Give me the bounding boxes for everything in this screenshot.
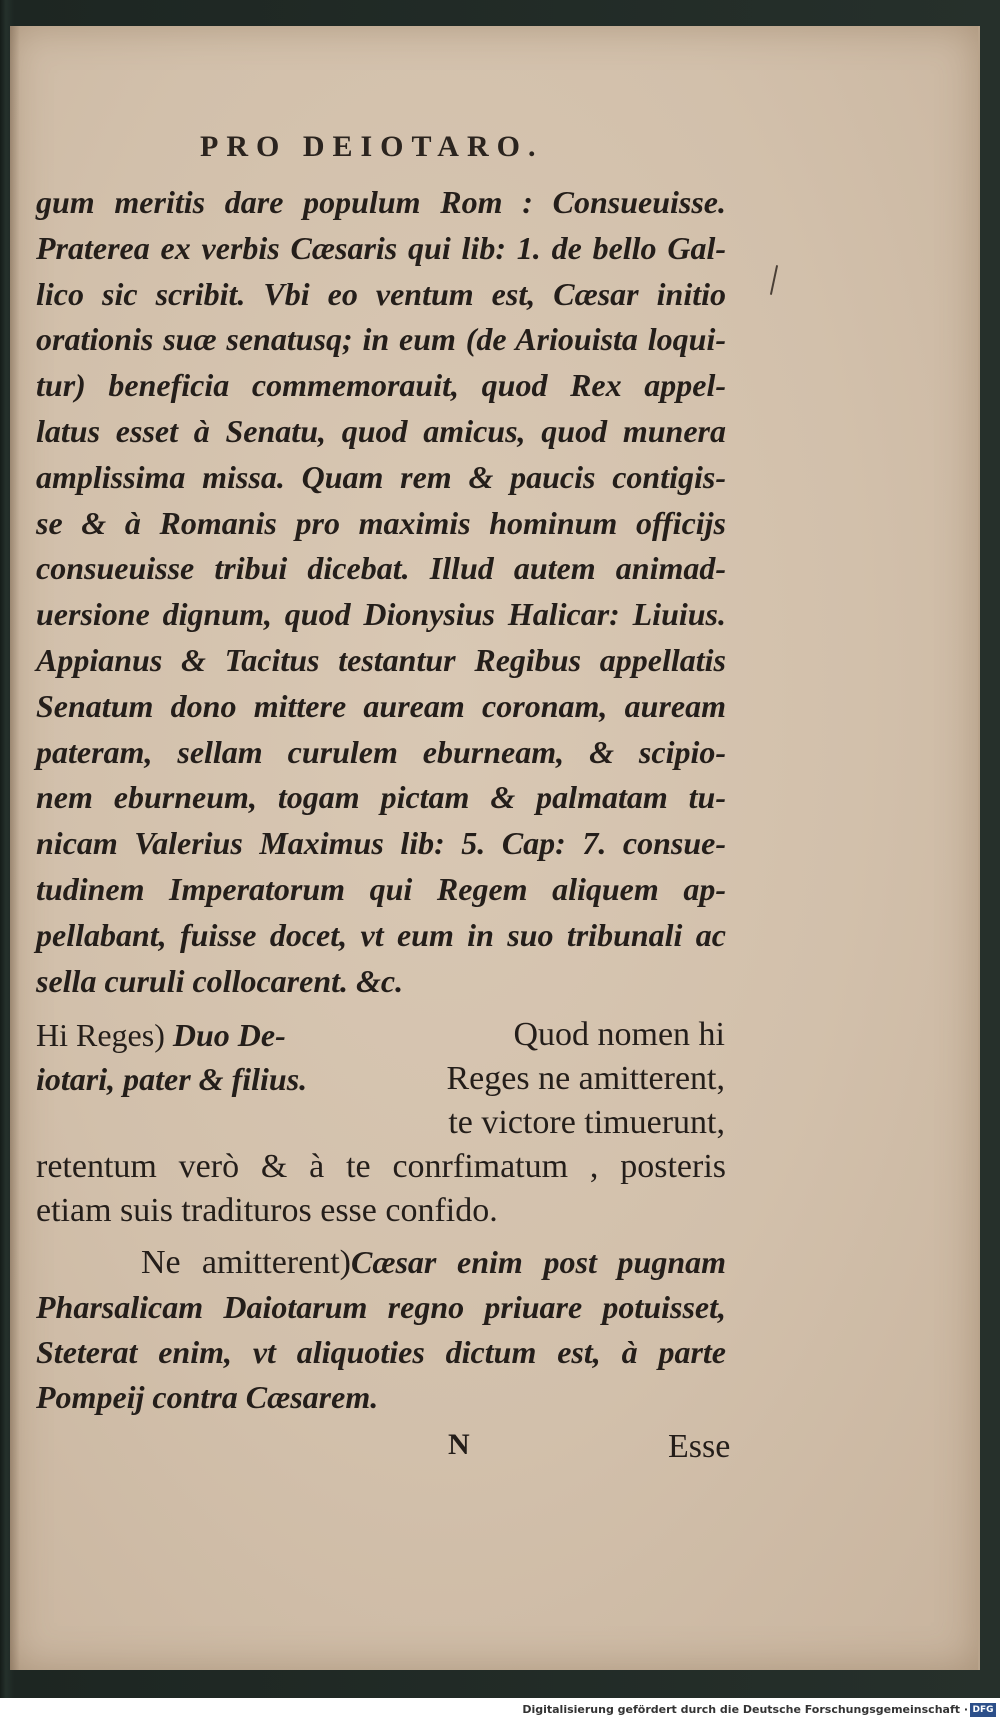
commentary-line: tur) beneficia commemorauit, quod Rex appel- xyxy=(36,367,726,404)
commentary-line: pellabant, fuisse docet, vt eum in suo tribunali ac xyxy=(36,916,726,953)
lemma-note-line: Pompeij contra Cæsarem. xyxy=(36,1379,379,1415)
commentary-line: nem eburneum, togam pictam & palmatam tu- xyxy=(36,779,726,816)
commentary-line: pateram, sellam curulem eburneam, & scipio- xyxy=(36,733,726,770)
commentary-line: uersione dignum, quod Dionysius Halicar: Liuius. xyxy=(36,596,726,633)
commentary-line: sella curuli collocarent. &c. xyxy=(36,962,404,999)
running-head: PRO DEIOTARO. xyxy=(200,130,544,163)
oration-text-line: Reges ne amitterent, xyxy=(446,1060,725,1097)
lemma-note-ne-amitterent xyxy=(36,1240,726,1420)
commentary-line: gum meritis dare populum Rom : Consueuisse. xyxy=(36,184,726,220)
digitization-footer xyxy=(0,1698,1000,1720)
catchword: Esse xyxy=(668,1428,731,1465)
lemma-gloss: Duo De- xyxy=(172,1017,286,1053)
footer-credit: Digitalisierung gefördert durch die Deutsche Forschungsgemeinschaft · xyxy=(522,1703,968,1716)
commentary-line: Appianus & Tacitus testantur Regibus appellatis xyxy=(36,641,726,678)
lemma-note-line-1 xyxy=(36,1013,336,1057)
lemma-gloss-continued: iotari, pater & filius. xyxy=(36,1061,308,1097)
commentary-line: consueuisse tribui dicebat. Illud autem animad- xyxy=(36,550,726,587)
commentary-line: Praterea ex verbis Cæsaris qui lib: 1. de bello Gal- xyxy=(36,229,726,266)
dfg-logo-icon: DFG xyxy=(970,1703,996,1717)
lemma-note-hi-reges xyxy=(36,1013,336,1101)
signature-mark: N xyxy=(448,1428,470,1461)
commentary-line: Senatum dono mittere auream coronam, auream xyxy=(36,687,726,724)
commentary-line: latus esset à Senatu, quod amicus, quod munera xyxy=(36,412,726,449)
oration-text-line: Quod nomen hi xyxy=(513,1016,725,1053)
lemma-head: Ne amitterent) xyxy=(141,1244,351,1281)
commentary-line: orationis suæ senatusq; in eum (de Ariouista loqui- xyxy=(36,321,726,358)
commentary-line: tudinem Imperatorum qui Regem aliquem ap- xyxy=(36,870,726,907)
commentary-line: lico sic scribit. Vbi eo ventum est, Cæsar initio xyxy=(36,275,726,312)
lemma-note-line xyxy=(36,1240,726,1285)
commentary-line: se & à Romanis pro maximis hominum officijs xyxy=(36,504,726,541)
commentary-line: amplissima missa. Quam rem & paucis contigis- xyxy=(36,458,726,495)
commentary-line: nicam Valerius Maximus lib: 5. Cap: 7. consue- xyxy=(36,825,726,862)
oration-text-line: etiam suis tradituros esse confido. xyxy=(36,1192,498,1229)
commentary-block xyxy=(36,180,726,1004)
page-gutter-shadow xyxy=(10,26,20,1670)
lemma-head: Hi Reges) xyxy=(36,1017,165,1053)
oration-text-line: te victore timuerunt, xyxy=(448,1104,725,1141)
lemma-note-line: Steterat enim, vt aliquoties dictum est, à parte xyxy=(36,1334,726,1370)
lemma-gloss: Cæsar enim post pugnam xyxy=(350,1244,727,1280)
oration-text-line: retentum verò & à te conrfimatum , posteris xyxy=(36,1148,726,1185)
lemma-note-line: Pharsalicam Daiotarum regno priuare potuisset, xyxy=(36,1289,726,1325)
